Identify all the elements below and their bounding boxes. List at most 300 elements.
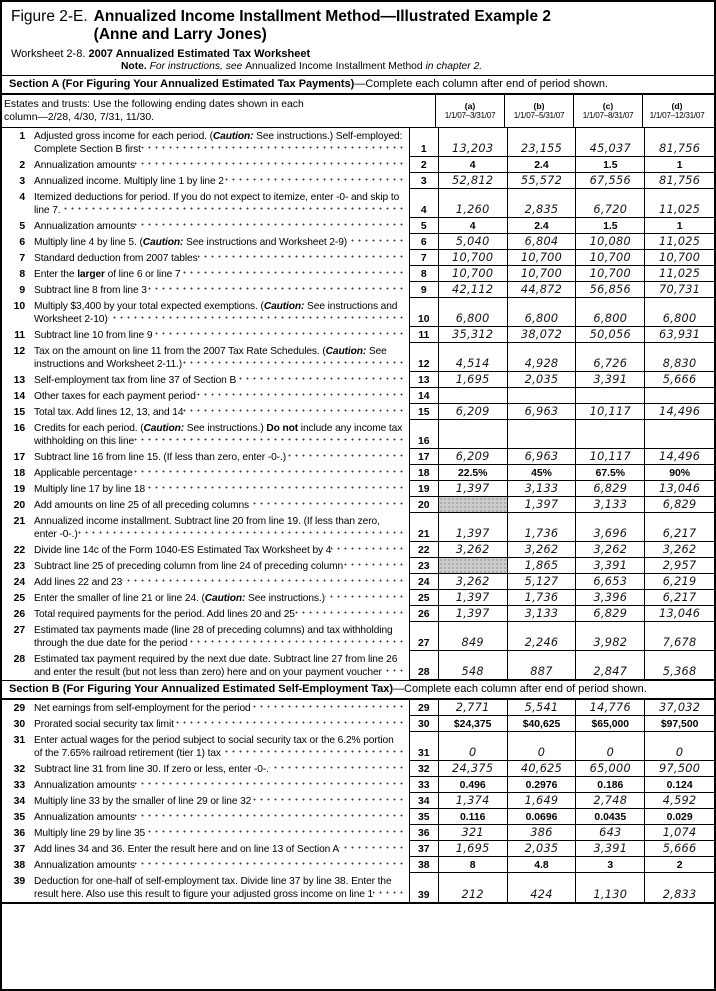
value-cell-d: 0.029 [645,809,714,825]
value-cell-c: 10,080 [576,234,645,250]
line-number-cell: 6 [410,234,439,250]
column-date-range: 1/1/07–8/31/07 [582,111,634,120]
text-run: Total tax. Add lines 12, 13, and 14 [34,407,184,418]
line-description-cell [2,404,410,420]
value-cell-b: 3,133 [508,606,577,622]
value-cell-d: 5,666 [645,841,714,857]
line-description-cell [2,218,410,234]
value-cell-b: 10,700 [508,266,577,282]
line-number-left: 14 [13,391,25,402]
value-cell-d: 13,046 [645,606,714,622]
worksheet-row [2,793,714,809]
line-description-cell [2,282,410,298]
value-cell-a [439,420,508,449]
text-run: Enter the smaller of line 21 or line 24. ( [34,593,205,604]
line-number-left: 28 [13,654,25,665]
text-run: See instructions and Worksheet 2-11.) [34,346,387,370]
line-description-cell [2,700,410,716]
line-number-cell: 12 [410,343,439,372]
value-cell-a: 10,700 [439,266,508,282]
text-run: Total required payments for the period. Add lines 20 and 25 [34,609,295,620]
text-run: Caution: [325,346,367,357]
text-run: Tax on the amount on line 11 from the 2007 Tax Rate Schedules. ( [34,346,326,357]
figure-label: Figure 2-E. [11,8,88,25]
column-header-b [504,95,573,127]
value-cell-c: 6,720 [576,189,645,218]
column-letter: (b) [533,101,545,111]
value-cell-c: 3,391 [576,372,645,388]
value-cell-d: 14,496 [645,449,714,465]
text-run: Caution: [143,423,185,434]
value-cell-a: 4 [439,218,508,234]
line-number-cell: 14 [410,388,439,404]
line-description [34,345,404,371]
value-cell-d: 6,217 [645,513,714,542]
value-cell-b [508,388,577,404]
text-run: Estimated tax payments made (line 28 of preceding columns) and tax withholding through the due date for the period [34,625,393,649]
line-description-cell [2,825,410,841]
value-cell-a: 35,312 [439,327,508,343]
value-cell-c: 14,776 [576,700,645,716]
worksheet-row [2,622,714,651]
worksheet-row [2,250,714,266]
value-cell-b: 1,736 [508,513,577,542]
text-run: Subtract line 8 from line 3 [34,285,147,296]
value-cell-d: 90% [645,465,714,481]
line-description [34,390,404,403]
value-cell-a: 548 [439,651,508,680]
value-cell-b: 0.2976 [508,777,577,793]
value-cell-b: 424 [508,873,577,902]
line-description-cell [2,651,410,680]
line-number-left: 2 [19,160,25,171]
text-run: Enter the [34,269,78,280]
line-description [34,220,404,233]
line-number-cell: 26 [410,606,439,622]
worksheet-row [2,590,714,606]
value-cell-c: 1.5 [576,218,645,234]
text-run: Annualized Income Installment Method [245,61,423,72]
value-cell-a: 4 [439,157,508,173]
value-cell-a: 4,514 [439,343,508,372]
line-number-left: 39 [13,876,25,887]
value-cell-d: 70,731 [645,282,714,298]
line-number-left: 19 [13,484,25,495]
value-cell-d: 3,262 [645,542,714,558]
worksheet-row [2,266,714,282]
line-number-left: 15 [13,407,25,418]
text-run: Annualized income installment. Subtract line 20 from line 19. (If less than zero, enter -0-.) [34,516,380,540]
line-description [34,252,404,265]
value-cell-a: 5,040 [439,234,508,250]
line-number-left: 8 [19,269,25,280]
value-cell-c: 3,696 [576,513,645,542]
line-description [34,159,404,172]
text-run: Add lines 22 and 23 [34,577,123,588]
value-cell-a: 0 [439,732,508,761]
text-run: Applicable percentage [34,468,133,479]
value-cell-c: 3,133 [576,497,645,513]
line-description-cell [2,777,410,793]
line-description-cell [2,590,410,606]
value-cell-b: 38,072 [508,327,577,343]
worksheet-row [2,558,714,574]
line-number-left: 33 [13,780,25,791]
section-b-rows [2,700,714,904]
line-description-cell [2,327,410,343]
value-cell-b: 6,804 [508,234,577,250]
line-number-cell: 16 [410,420,439,449]
worksheet-row [2,173,714,189]
line-number-left: 24 [13,577,25,588]
value-cell-a: 24,375 [439,761,508,777]
estates-note-line1: Estates and trusts: Use the following ending dates shown in each [4,99,304,110]
value-cell-d: 11,025 [645,266,714,282]
estates-trusts-note [2,95,435,127]
line-description [34,734,404,760]
line-description [34,374,404,387]
column-header-a [435,95,504,127]
line-number-left: 29 [13,703,25,714]
line-description [34,592,404,605]
value-cell-b: 5,127 [508,574,577,590]
value-cell-a [439,388,508,404]
value-cell-b: 6,963 [508,404,577,420]
worksheet-row [2,777,714,793]
line-number-left: 34 [13,796,25,807]
worksheet-row [2,298,714,327]
line-number-cell: 11 [410,327,439,343]
line-number-cell: 8 [410,266,439,282]
text-run: Subtract line 31 from line 30. If zero or less, enter -0-. [34,764,269,775]
value-cell-a: 0.496 [439,777,508,793]
text-run: Deduction for one-half of self-employment tax. Divide line 37 by line 38. Enter the result here. Also use this result to figure your adjusted gross income on line 1 [34,876,392,900]
line-description [34,544,404,557]
value-cell-c: 50,056 [576,327,645,343]
estates-note-line2: column—2/28, 4/30, 7/31, 11/30. [4,112,154,123]
value-cell-b: 2,835 [508,189,577,218]
worksheet-row [2,218,714,234]
value-cell-c: 10,700 [576,266,645,282]
worksheet-row [2,841,714,857]
text-run: Multiply line 33 by the smaller of line 29 or line 32 [34,796,252,807]
text-run: See instructions.) [184,423,267,434]
worksheet-row [2,234,714,250]
value-cell-c: 3,396 [576,590,645,606]
text-run: Annualization amounts [34,812,135,823]
figure-title-block [9,6,711,45]
column-header-c [573,95,642,127]
value-cell-a: 1,397 [439,606,508,622]
value-cell-c: 2,748 [576,793,645,809]
text-run: Caution: [212,131,254,142]
value-cell-a: 212 [439,873,508,902]
value-cell-b: 3,133 [508,481,577,497]
text-run: Annualization amounts [34,860,135,871]
line-description [34,653,404,679]
value-cell-b: $40,625 [508,716,577,732]
line-description [34,811,404,824]
value-cell-b: 4,928 [508,343,577,372]
worksheet-row [2,825,714,841]
line-description [34,406,404,419]
value-cell-b: 0.0696 [508,809,577,825]
line-number-cell: 9 [410,282,439,298]
line-description [34,451,404,464]
line-description [34,284,404,297]
value-cell-b: 6,963 [508,449,577,465]
line-number-left: 35 [13,812,25,823]
line-number-cell: 23 [410,558,439,574]
value-cell-d: 4,592 [645,793,714,809]
line-number-cell: 15 [410,404,439,420]
instructions-note [121,61,711,72]
line-description [34,130,404,156]
line-description [34,795,404,808]
line-description [34,859,404,872]
line-description-cell [2,298,410,327]
value-cell-c: 6,829 [576,606,645,622]
value-cell-c [576,420,645,449]
text-run: Do not [266,423,299,434]
value-cell-c: 10,700 [576,250,645,266]
worksheet-row [2,420,714,449]
line-number-left: 37 [13,844,25,855]
text-run: See instructions.) Self-employed: Complete Section B first [34,131,403,155]
line-description [34,483,404,496]
worksheet-row [2,809,714,825]
line-number-left: 1 [19,131,25,142]
value-cell-d: 63,931 [645,327,714,343]
value-cell-b: 2.4 [508,157,577,173]
line-number-cell: 20 [410,497,439,513]
line-number-left: 17 [13,452,25,463]
worksheet-label: Worksheet 2-8. [11,48,86,60]
line-number-left: 25 [13,593,25,604]
value-cell-a: 321 [439,825,508,841]
value-cell-c: 10,117 [576,404,645,420]
text-run: Multiply line 4 by line 5. ( [34,237,143,248]
line-description-cell [2,761,410,777]
text-run: Standard deduction from 2007 tables [34,253,198,264]
line-number-cell: 27 [410,622,439,651]
value-cell-d: 10,700 [645,250,714,266]
line-number-cell: 3 [410,173,439,189]
value-cell-c: 67,556 [576,173,645,189]
column-date-range: 1/1/07–12/31/07 [649,111,705,120]
value-cell-a: 1,374 [439,793,508,809]
line-description-cell [2,388,410,404]
value-cell-d: 13,046 [645,481,714,497]
line-description [34,827,404,840]
column-header-d [642,95,711,127]
figure-title-line2: (Anne and Larry Jones) [93,26,267,43]
line-number-cell: 19 [410,481,439,497]
line-description [34,843,404,856]
worksheet-row [2,404,714,420]
value-cell-d: 6,217 [645,590,714,606]
line-description-cell [2,574,410,590]
text-run: Annualized income. Multiply line 1 by line 2 [34,176,224,187]
value-cell-a: 6,209 [439,404,508,420]
line-number-left: 6 [19,237,25,248]
worksheet-row [2,327,714,343]
line-number-cell: 2 [410,157,439,173]
column-date-range: 1/1/07–3/31/07 [444,111,496,120]
line-description [34,329,404,342]
line-description [34,779,404,792]
value-cell-d [645,420,714,449]
section-a-rows [2,128,714,680]
value-cell-a: 1,397 [439,590,508,606]
value-cell-d: 6,829 [645,497,714,513]
value-cell-d: 1 [645,218,714,234]
value-cell-c: 45,037 [576,128,645,157]
value-cell-b: 45% [508,465,577,481]
line-description-cell [2,809,410,825]
value-cell-b: 1,736 [508,590,577,606]
value-cell-d: 0.124 [645,777,714,793]
line-number-cell: 35 [410,809,439,825]
text-run: Credits for each period. ( [34,423,144,434]
value-cell-b: 5,541 [508,700,577,716]
line-number-cell: 33 [410,777,439,793]
line-number-left: 3 [19,176,25,187]
worksheet-row [2,388,714,404]
section-a-header [2,75,714,95]
value-cell-a: 1,397 [439,481,508,497]
value-cell-d: 7,678 [645,622,714,651]
value-cell-a [439,497,508,513]
figure-title-line1: Annualized Income Installment Method—Illustrated Example 2 [93,8,552,25]
text-run: Multiply line 29 by line 35 [34,828,146,839]
line-number-cell: 31 [410,732,439,761]
text-run: See instructions and Worksheet 2-10) [34,301,398,325]
text-run: include any income tax withholding on this line [34,423,403,447]
value-cell-b: 2,035 [508,841,577,857]
value-cell-b: 1,649 [508,793,577,809]
value-cell-a: 1,260 [439,189,508,218]
value-cell-a: 42,112 [439,282,508,298]
value-cell-a: 13,203 [439,128,508,157]
text-run: —Complete each column after end of period shown. [354,78,609,90]
value-cell-d: 2 [645,857,714,873]
line-description-cell [2,793,410,809]
value-cell-b: 23,155 [508,128,577,157]
value-cell-c: 6,829 [576,481,645,497]
line-number-cell: 18 [410,465,439,481]
line-description-cell [2,173,410,189]
worksheet-row [2,481,714,497]
line-description-cell [2,250,410,266]
line-number-cell: 4 [410,189,439,218]
line-number-left: 11 [14,330,25,341]
value-cell-c: 1,130 [576,873,645,902]
value-cell-b: 2,246 [508,622,577,651]
line-description [34,191,404,217]
text-run: in chapter 2. [422,61,483,72]
line-number-cell: 13 [410,372,439,388]
column-letter: (a) [464,101,476,111]
line-description-cell [2,497,410,513]
text-run: of line 6 or line 7 [104,269,181,280]
line-number-cell: 28 [410,651,439,680]
value-cell-d: 11,025 [645,189,714,218]
value-cell-d: 81,756 [645,128,714,157]
text-run: Caution: [263,301,305,312]
line-number-cell: 22 [410,542,439,558]
value-cell-c: 3,391 [576,841,645,857]
value-cell-b: 887 [508,651,577,680]
worksheet-row [2,449,714,465]
value-cell-d: 6,800 [645,298,714,327]
line-number-cell: 10 [410,298,439,327]
value-cell-a: 1,397 [439,513,508,542]
line-description-cell [2,234,410,250]
value-cell-c [576,388,645,404]
line-description [34,560,404,573]
line-number-cell: 1 [410,128,439,157]
line-number-left: 12 [13,346,25,357]
line-description [34,422,404,448]
text-run: Caution: [204,593,246,604]
text-run: See instructions and Worksheet 2-9) [183,237,348,248]
value-cell-d: 6,219 [645,574,714,590]
line-description [34,702,404,715]
line-number-cell: 30 [410,716,439,732]
value-cell-c: 3,262 [576,542,645,558]
value-cell-c: 1.5 [576,157,645,173]
line-number-left: 13 [13,375,25,386]
value-cell-a: 849 [439,622,508,651]
value-cell-b: 386 [508,825,577,841]
value-cell-c: $65,000 [576,716,645,732]
value-cell-d [645,388,714,404]
value-cell-c: 3 [576,857,645,873]
line-description-cell [2,732,410,761]
line-description-cell [2,716,410,732]
value-cell-d: 2,957 [645,558,714,574]
worksheet-row [2,343,714,372]
worksheet-subtitle [11,48,711,60]
text-run: Other taxes for each payment period [34,391,196,402]
text-run: —Complete each column after end of period shown. [393,683,647,695]
line-description [34,175,404,188]
value-cell-a [439,558,508,574]
line-number-left: 30 [13,719,25,730]
line-number-left: 27 [13,625,25,636]
value-cell-b [508,420,577,449]
value-cell-b: 40,625 [508,761,577,777]
value-cell-b: 10,700 [508,250,577,266]
line-description-cell [2,542,410,558]
line-description-cell [2,449,410,465]
line-description-cell [2,420,410,449]
text-run: Net earnings from self-employment for the period [34,703,251,714]
line-description-cell [2,841,410,857]
value-cell-b: 2.4 [508,218,577,234]
line-number-left: 22 [13,545,25,556]
text-run: Section B (For Figuring Your Annualized Estimated Self-Employment Tax) [9,683,394,695]
line-number-cell: 37 [410,841,439,857]
page-inner [2,6,711,72]
line-description [34,875,404,901]
line-number-left: 9 [19,285,25,296]
text-run: Add lines 34 and 36. Enter the result here and on line 13 of Section A [34,844,340,855]
value-cell-a: 1,695 [439,841,508,857]
value-cell-a: 22.5% [439,465,508,481]
value-cell-c: 3,391 [576,558,645,574]
